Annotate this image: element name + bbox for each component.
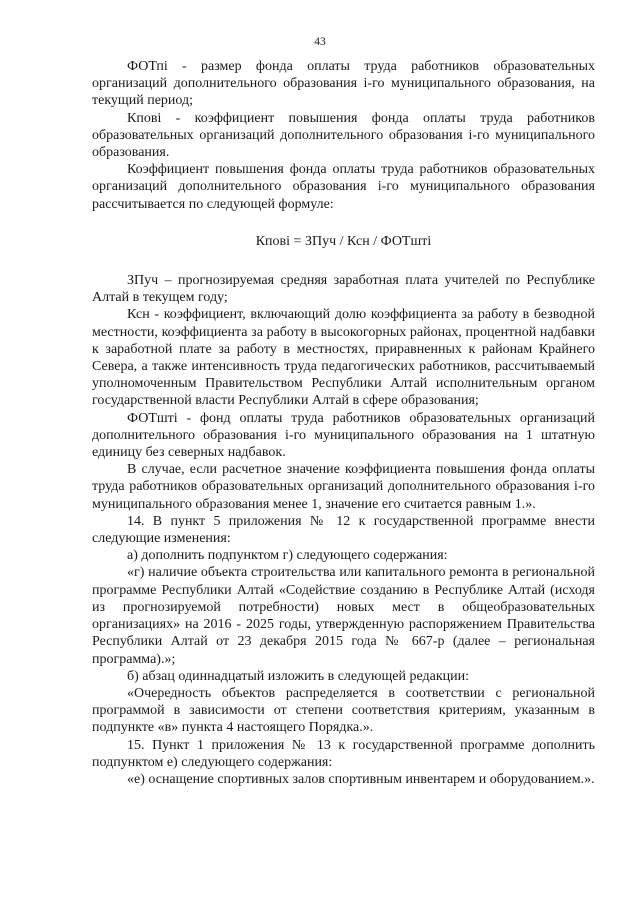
paragraph-coefficient-minimum: В случае, если расчетное значение коэффициента повышения фонда оплаты труда работников образовательных организаций дополнительного образования і-го муниципального образования менее 1, значение его считается равным 1.». [92, 462, 595, 512]
paragraph-zpuch-definition: ЗПуч – прогнозируемая средняя заработная плата учителей по Республике Алтай в текущем году; [92, 273, 595, 306]
paragraph-item-14-b: б) абзац одиннадцатый изложить в следующей редакции: [127, 668, 470, 684]
formula: Кпові = ЗПуч / Ксн / ФОТшті [255, 233, 432, 249]
paragraph-item-14-a: а) дополнить подпунктом г) следующего содержания: [127, 548, 448, 564]
paragraph-ksn-definition: Ксн - коэффициент, включающий долю коэффициента за работу в безводной местности, коэффициента за работу в высокогорных районах, процентной надбавки к заработной плате за работу в местностях, приравненных к районам Крайнего Севера, а также интенсивность труда педагогических работников, рассчитываемый уполномоченным Правительством Республики Алтай исполнительным органом государственной власти Республики Алтай в сфере образования; [92, 307, 595, 409]
paragraph-fotpi-definition: ФОТпі - размер фонда оплаты труда работников образовательных организаций дополнительного образования і-го муниципального образования, на текущий период; [92, 59, 595, 109]
document-body [92, 58, 595, 788]
paragraph-priority-order: «Очередность объектов распределяется в соответствии с региональной программой в зависимости от степени соответствия критериям, указанным в подпункте «в» пункта 4 настоящего Порядка.». [92, 685, 595, 736]
paragraph-subitem-e: «е) оснащение спортивных залов спортивным инвентарем и оборудованием.». [127, 771, 595, 787]
page-number: 43 [314, 36, 326, 48]
paragraph-formula-intro: Коэффициент повышения фонда оплаты труда работников образовательных организаций дополнительного образования і-го муниципального образования рассчитывается по следующей формуле: [92, 162, 595, 212]
paragraph-kpovi-definition: Кпові - коэффициент повышения фонда оплаты труда работников образовательных организаций дополнительного образования і-го муниципального образования. [92, 110, 595, 161]
paragraph-item-15: 15. Пункт 1 приложения № 13 к государственной программе дополнить подпунктом е) следующего содержания: [92, 737, 595, 770]
paragraph-item-14: 14. В пункт 5 приложения № 12 к государственной программе внести следующие изменения: [92, 513, 595, 547]
paragraph-subitem-g: «г) наличие объекта строительства или капитального ремонта в региональной программе Республики Алтай «Содействие созданию в Республике Алтай (исходя из прогнозируемой потребности) новых мест в общеобразовательных организациях» на 2016 - 2025 годы, утвержденную распоряжением Правительства Республики Алтай от 23 декабря 2015 года № 667-р (далее – региональная программа).»; [92, 565, 595, 667]
paragraph-fotshti-definition: ФОТшті - фонд оплаты труда работников образовательных организаций дополнительного образования і-го муниципального образования на 1 штатную единицу без северных надбавок. [92, 410, 595, 461]
